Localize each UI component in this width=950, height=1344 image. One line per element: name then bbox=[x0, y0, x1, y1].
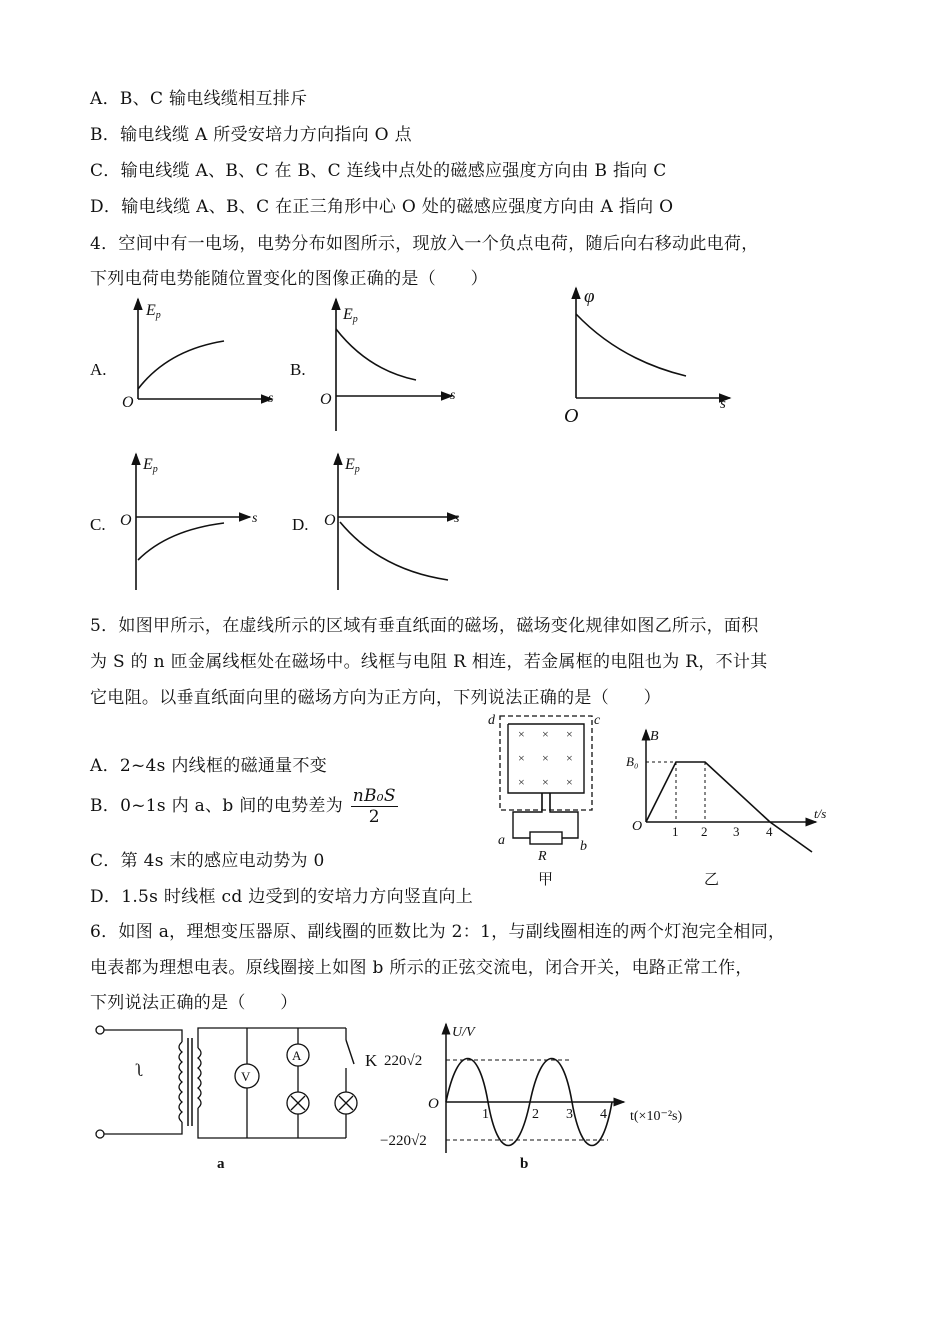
svg-text:B: B bbox=[650, 729, 659, 744]
q4-stem-line2: 下列电荷电势能随位置变化的图像正确的是（ ） bbox=[90, 269, 488, 289]
q4-graph-b bbox=[288, 295, 468, 435]
q3-option-d: D．输电线缆 A、B、C 在正三角形中心 O 处的磁感应强度方向由 A 指向 O bbox=[90, 197, 674, 217]
svg-text:d: d bbox=[488, 713, 495, 728]
svg-text:×: × bbox=[542, 775, 549, 789]
svg-text:s: s bbox=[454, 511, 460, 526]
svg-text:乙: 乙 bbox=[704, 872, 720, 888]
svg-text:2: 2 bbox=[701, 824, 708, 839]
q4-potential-graph bbox=[560, 282, 740, 427]
q4-curve-c bbox=[138, 523, 224, 560]
svg-text:×: × bbox=[542, 751, 549, 765]
q4-graph-c bbox=[88, 450, 288, 600]
svg-text:220√2: 220√2 bbox=[384, 1053, 423, 1069]
q4-potential-curve bbox=[576, 314, 686, 376]
svg-text:−220√2: −220√2 bbox=[380, 1133, 427, 1149]
svg-text:O: O bbox=[120, 512, 132, 529]
svg-text:t(×10⁻²s): t(×10⁻²s) bbox=[630, 1109, 683, 1124]
svg-text:1: 1 bbox=[672, 824, 679, 839]
svg-text:s: s bbox=[268, 391, 274, 406]
svg-text:R: R bbox=[538, 849, 547, 864]
svg-text:甲: 甲 bbox=[538, 872, 554, 888]
q5-figure-jia bbox=[480, 710, 610, 890]
svg-text:×: × bbox=[566, 727, 573, 741]
q4-label-c: C. bbox=[90, 515, 106, 534]
q4-curve-a bbox=[138, 341, 224, 389]
svg-text:×: × bbox=[542, 727, 549, 741]
q4-curve-d bbox=[340, 522, 448, 580]
q4-graph-a bbox=[88, 295, 288, 425]
q4-graph-d bbox=[290, 450, 480, 600]
svg-text:×: × bbox=[518, 751, 525, 765]
q5-option-a: A．2~4s 内线框的磁通量不变 bbox=[90, 756, 328, 776]
svg-text:s: s bbox=[252, 511, 258, 526]
svg-text:×: × bbox=[566, 775, 573, 789]
q4-label-d: D. bbox=[292, 515, 309, 534]
q6-stem-line3: 下列说法正确的是（ ） bbox=[90, 993, 298, 1013]
q5-stem-line3: 它电阻。以垂直纸面向里的磁场方向为正方向，下列说法正确的是（ ） bbox=[90, 688, 661, 708]
q5-option-b: B．0~1s 内 a、b 间的电势差为 $\frac{\text{nB₀S}}{2}$ bbox=[90, 786, 396, 827]
q4-label-a: A. bbox=[90, 360, 107, 379]
q6-figure-b bbox=[378, 1018, 708, 1178]
svg-text:c: c bbox=[594, 713, 601, 728]
svg-text:A: A bbox=[292, 1048, 302, 1063]
q3-option-a: A．B、C 输电线缆相互排斥 bbox=[90, 89, 308, 109]
q5-option-d: D．1.5s 时线框 cd 边受到的安培力方向竖直向上 bbox=[90, 887, 474, 907]
svg-text:ʅ: ʅ bbox=[136, 1060, 144, 1080]
q6-primary-coil bbox=[179, 1042, 182, 1122]
q5-option-b-fraction: $\frac{\text{nB₀S}}{2}$ bbox=[352, 786, 396, 827]
q6-stem-line2: 电表都为理想电表。原线圈接上如图 b 所示的正弦交流电，闭合开关，电路正常工作， bbox=[90, 958, 753, 978]
q5-option-c: C．第 4s 末的感应电动势为 0 bbox=[90, 851, 325, 871]
q6-figure-a bbox=[90, 1018, 400, 1178]
q4-curve-b bbox=[336, 329, 416, 380]
q5-b-curve bbox=[646, 762, 812, 852]
svg-text:U/V: U/V bbox=[452, 1025, 475, 1040]
svg-text:×: × bbox=[518, 775, 525, 789]
q3-option-c: C．输电线缆 A、B、C 在 B、C 连线中点处的磁感应强度方向由 B 指向 C bbox=[90, 161, 667, 181]
svg-text:O: O bbox=[320, 391, 332, 408]
q6-secondary-coil bbox=[198, 1048, 201, 1108]
svg-text:s: s bbox=[450, 388, 456, 403]
svg-text:B₀: B₀ bbox=[626, 754, 639, 769]
svg-text:b: b bbox=[580, 839, 587, 854]
svg-text:b: b bbox=[520, 1156, 529, 1172]
svg-text:a: a bbox=[498, 833, 505, 848]
svg-text:Ep: Ep bbox=[143, 456, 158, 475]
svg-text:O: O bbox=[632, 819, 643, 834]
svg-text:s: s bbox=[720, 396, 726, 412]
svg-text:Ep: Ep bbox=[343, 306, 358, 325]
q5-resistor bbox=[530, 832, 562, 844]
svg-text:V: V bbox=[241, 1069, 251, 1084]
q6-stem-line1: 6．如图 a，理想变压器原、副线圈的匝数比为 2：1，与副线圈相连的两个灯泡完全相同， bbox=[90, 922, 786, 942]
svg-text:O: O bbox=[564, 405, 579, 427]
svg-text:a: a bbox=[217, 1156, 225, 1172]
svg-text:4: 4 bbox=[600, 1107, 607, 1122]
svg-text:Ep: Ep bbox=[345, 456, 360, 475]
q4-stem-line1: 4．空间中有一电场，电势分布如图所示，现放入一个负点电荷，随后向右移动此电荷， bbox=[90, 234, 759, 254]
q6-switch-k bbox=[346, 1040, 354, 1064]
q5-figure-yi bbox=[620, 722, 835, 890]
q4-label-b: B. bbox=[290, 360, 306, 379]
svg-text:O: O bbox=[428, 1096, 439, 1112]
svg-text:O: O bbox=[324, 512, 336, 529]
svg-text:4: 4 bbox=[766, 824, 773, 839]
svg-text:×: × bbox=[566, 751, 573, 765]
svg-text:O: O bbox=[122, 394, 134, 411]
svg-text:×: × bbox=[518, 727, 525, 741]
svg-text:1: 1 bbox=[482, 1107, 489, 1122]
svg-text:K: K bbox=[365, 1051, 378, 1070]
svg-text:2: 2 bbox=[532, 1107, 539, 1122]
q5-stem-line2: 为 S 的 n 匝金属线框处在磁场中。线框与电阻 R 相连，若金属框的电阻也为 R，不计其 bbox=[90, 652, 768, 672]
svg-text:3: 3 bbox=[566, 1107, 573, 1122]
q3-option-b: B．输电线缆 A 所受安培力方向指向 O 点 bbox=[90, 125, 412, 145]
svg-text:φ: φ bbox=[584, 286, 595, 307]
q5-cross-marks bbox=[518, 727, 573, 789]
svg-text:3: 3 bbox=[733, 824, 740, 839]
svg-text:t/s: t/s bbox=[814, 806, 827, 821]
q5-stem-line1: 5．如图甲所示，在虚线所示的区域有垂直纸面的磁场，磁场变化规律如图乙所示，面积 bbox=[90, 616, 759, 636]
svg-text:Ep: Ep bbox=[146, 302, 161, 321]
